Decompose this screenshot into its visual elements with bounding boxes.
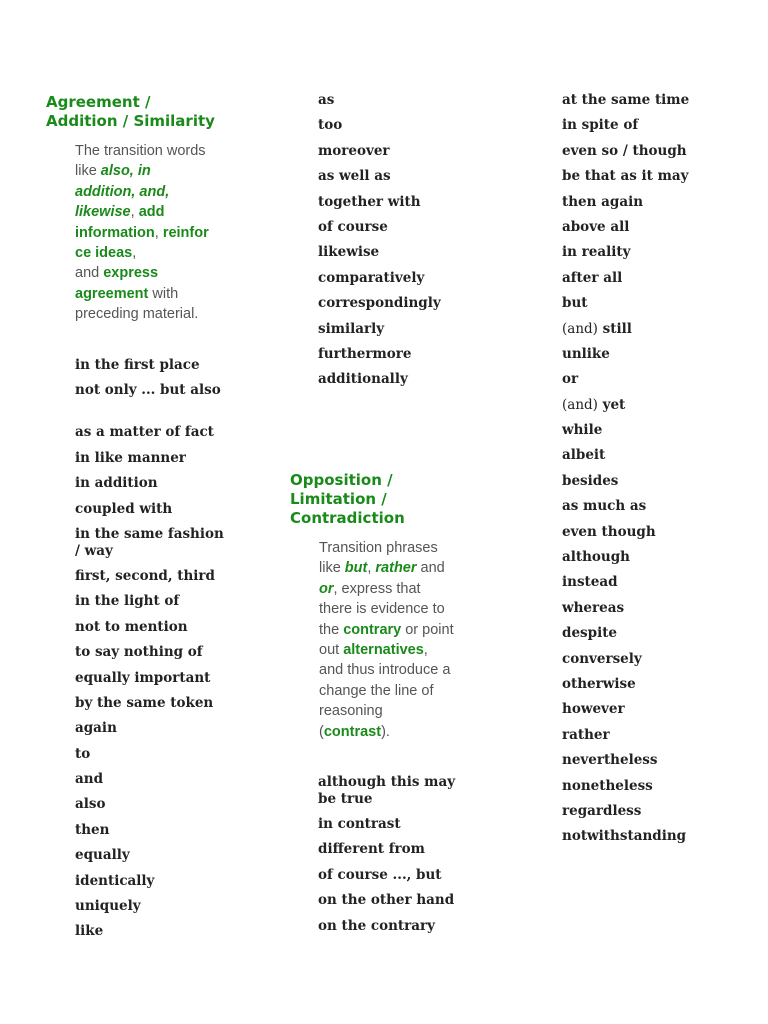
list-item: instead <box>562 574 618 591</box>
list-item: equally important <box>75 669 211 686</box>
list-item: not to mention <box>75 618 188 635</box>
list-item: although <box>562 549 631 566</box>
list-item: but <box>562 295 588 312</box>
opposition-heading-line3: Contradiction <box>290 509 405 527</box>
list-item: regardless <box>562 802 642 819</box>
list-item: despite <box>562 625 618 642</box>
agreement-section <box>46 93 256 131</box>
list-item: of course <box>318 218 388 235</box>
list-item: furthermore <box>318 345 412 362</box>
list-item: also <box>75 796 106 813</box>
opposition-heading-line2: Limitation / <box>290 490 387 508</box>
list-item: however <box>562 701 625 718</box>
list-item: albeit <box>562 447 606 464</box>
list-item: (and) still <box>562 320 632 337</box>
list-item: coupled with <box>75 500 173 517</box>
list-item: or <box>562 371 579 388</box>
list-item: whereas <box>562 599 625 616</box>
agreement-heading-line1: Agreement / <box>46 93 151 111</box>
list-item: otherwise <box>562 675 636 692</box>
opposition-list-continued <box>562 92 742 854</box>
list-item: too <box>318 117 343 134</box>
list-item: to say nothing of <box>75 644 203 661</box>
list-item: again <box>75 720 117 737</box>
list-item: at the same time <box>562 92 690 108</box>
list-item: unlike <box>562 345 610 362</box>
list-item: on the contrary <box>318 917 435 934</box>
list-item: notwithstanding <box>562 828 687 845</box>
list-item: additionally <box>318 371 408 388</box>
opposition-heading-line1: Opposition / <box>290 471 393 489</box>
list-item: on the other hand <box>318 892 455 909</box>
list-item: in the first place <box>75 357 200 373</box>
list-item: equally <box>75 847 130 864</box>
list-item: as a matter of fact <box>75 424 214 441</box>
list-item: in like manner <box>75 449 186 466</box>
list-item: after all <box>562 269 623 286</box>
list-item: while <box>562 422 603 439</box>
agreement-heading-line2: Addition / Similarity <box>46 112 215 130</box>
list-item: not only ... but also <box>75 382 221 399</box>
list-item: (and) yet <box>562 396 626 413</box>
list-item: then <box>75 821 110 838</box>
list-item: even so / though <box>562 142 687 159</box>
list-item: rather <box>562 726 610 743</box>
list-item: as much as <box>562 498 647 515</box>
list-item: together with <box>318 193 421 210</box>
list-item: nonetheless <box>562 777 653 794</box>
opposition-intro: Transition phrases like but, rather and or, express that there is evidence to the contrary or point out alternatives, and thus introduce a change the line of reasoning (contrast). <box>319 540 454 740</box>
list-item: correspondingly <box>318 295 441 312</box>
list-item: be that as it may <box>562 168 689 185</box>
list-item: likewise <box>318 244 380 261</box>
list-item: conversely <box>562 650 642 667</box>
list-item: first, second, third <box>75 567 215 584</box>
list-item: then again <box>562 193 644 210</box>
list-item: nevertheless <box>562 752 658 769</box>
list-item: moreover <box>318 142 390 159</box>
list-item: above all <box>562 218 630 235</box>
agreement-list-continued <box>318 92 488 397</box>
list-item: in the same fashion / way <box>75 525 224 559</box>
list-item: similarly <box>318 320 385 337</box>
list-item: in contrast <box>318 816 401 832</box>
list-item: in reality <box>562 244 631 261</box>
list-item: identically <box>75 872 155 889</box>
agreement-heading <box>46 93 256 131</box>
list-item: different from <box>318 841 425 858</box>
list-item: in the light of <box>75 593 180 610</box>
list-item: like <box>75 923 104 940</box>
list-item: as <box>318 92 335 108</box>
list-item: even though <box>562 523 656 540</box>
list-item: of course ..., but <box>318 866 442 883</box>
opposition-list <box>318 774 468 943</box>
list-item: although this may be true <box>318 774 456 807</box>
agreement-list <box>75 357 225 949</box>
list-item: besides <box>562 472 619 489</box>
list-item: in spite of <box>562 117 639 134</box>
opposition-heading <box>290 471 470 528</box>
list-item: comparatively <box>318 269 425 286</box>
list-item: as well as <box>318 168 391 185</box>
list-item: by the same token <box>75 694 214 711</box>
list-item: and <box>75 771 104 788</box>
agreement-intro: The transition words like also, in addition, and, likewise, add information, reinfor ce ideas, and express agreement with preceding material. <box>75 143 209 323</box>
list-item: to <box>75 745 91 762</box>
opposition-section <box>290 471 470 528</box>
list-item: uniquely <box>75 898 141 915</box>
list-item: in addition <box>75 475 158 492</box>
